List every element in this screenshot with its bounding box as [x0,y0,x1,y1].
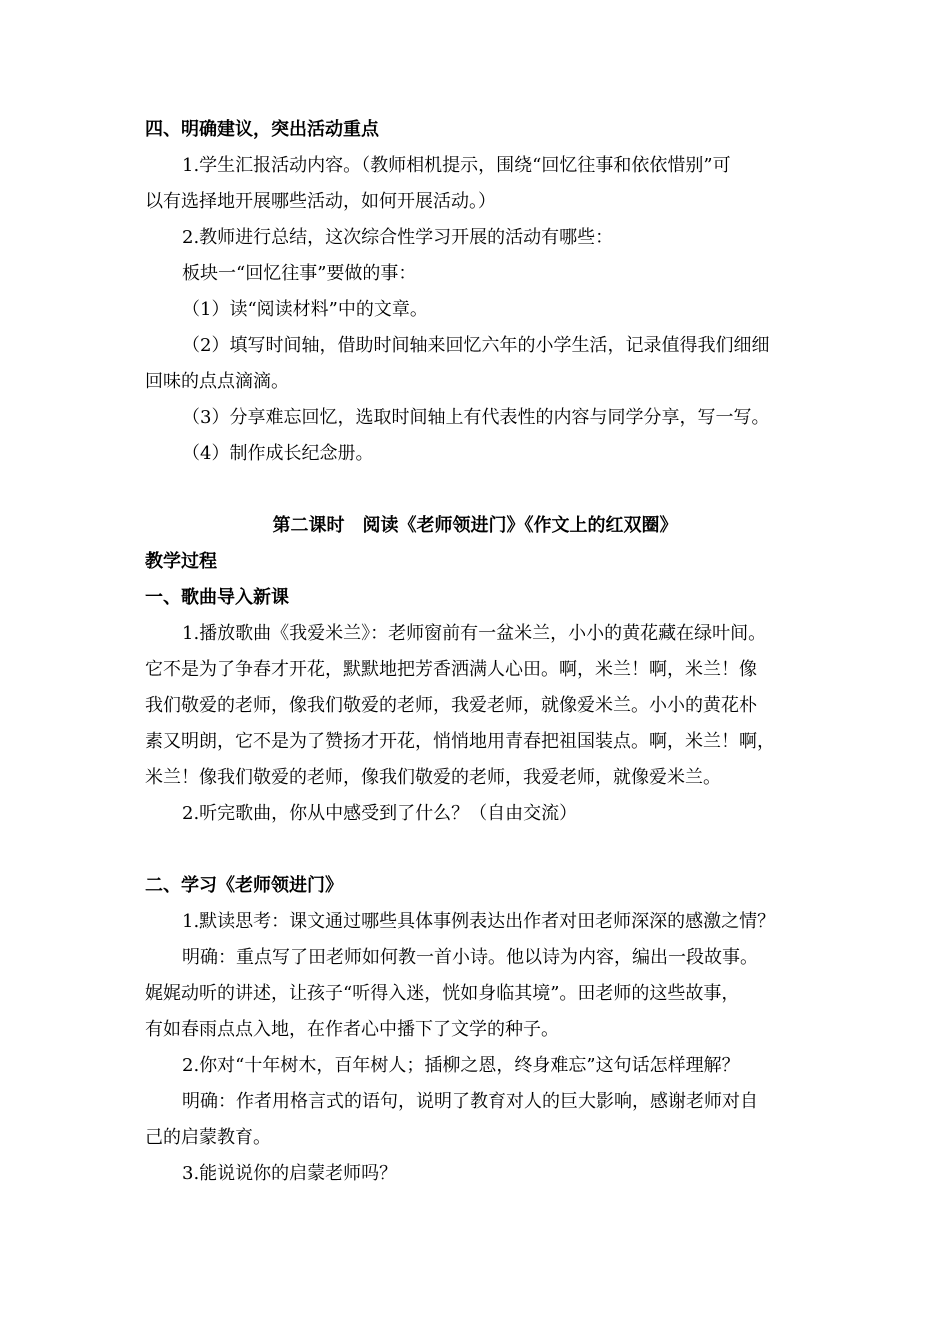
section4-item1: （1）读“阅读材料”中的文章。 [182,299,428,320]
section4-item4: （4）制作成长纪念册。 [182,443,374,464]
part1-heading: 一、歌曲导入新课 [145,587,289,608]
part1-p1-line2: 它不是为了争春才开花，默默地把芳香洒满人心田。啊，米兰！啊，米兰！像 [145,659,757,680]
part2-a2-line2: 己的启蒙教育。 [145,1127,271,1148]
part2-a1-line3: 有如春雨点点入地，在作者心中播下了文学的种子。 [145,1019,559,1040]
section4-heading: 四、明确建议，突出活动重点 [145,119,379,140]
part2-a1-line1: 明确：重点写了田老师如何教一首小诗。他以诗为内容，编出一段故事。 [182,947,758,968]
part2-q1: 1.默读思考：课文通过哪些具体事例表达出作者对田老师深深的感激之情？ [182,911,776,932]
section4-p1-line2: 以有选择地开展哪些活动，如何开展活动。） [145,191,496,212]
teaching-process-label: 教学过程 [145,551,217,572]
section4-block-intro: 板块一“回忆往事”要做的事： [182,263,417,284]
part2-q3: 3.能说说你的启蒙老师吗？ [182,1163,398,1184]
part2-q2: 2.你对“十年树木，百年树人；插柳之恩，终身难忘”这句话怎样理解？ [182,1055,740,1076]
section4-p1-line1: 1.学生汇报活动内容。（教师相机提示，围绕“回忆往事和依依惜别”可 [182,155,731,176]
part1-p1-line4: 素又明朗，它不是为了赞扬才开花，悄悄地用青春把祖国装点。啊，米兰！啊， [145,731,775,752]
part2-a2-line1: 明确：作者用格言式的语句，说明了教育对人的巨大影响，感谢老师对自 [182,1091,758,1112]
part1-p2: 2.听完歌曲，你从中感受到了什么？（自由交流） [182,803,578,824]
section4-item2-line1: （2）填写时间轴，借助时间轴来回忆六年的小学生活，记录值得我们细细 [182,335,770,356]
section4-p2: 2.教师进行总结，这次综合性学习开展的活动有哪些： [182,227,614,248]
part1-p1-line5: 米兰！像我们敬爱的老师，像我们敬爱的老师，我爱老师，就像爱米兰。 [145,767,721,788]
part2-heading: 二、学习《老师领进门》 [145,875,343,896]
lesson2-title: 第二课时 阅读《老师领进门》《作文上的红双圈》 [272,515,678,536]
part1-p1-line3: 我们敬爱的老师，像我们敬爱的老师，我爱老师，就像爱米兰。小小的黄花朴 [145,695,757,716]
section4-item2-line2: 回味的点点滴滴。 [145,371,289,392]
part1-p1-line1: 1.播放歌曲《我爱米兰》：老师窗前有一盆米兰，小小的黄花藏在绿叶间。 [182,623,767,644]
section4-item3: （3）分享难忘回忆，选取时间轴上有代表性的内容与同学分享，写一写。 [182,407,770,428]
part2-a1-line2: 娓娓动听的讲述，让孩子“听得入迷，恍如身临其境”。田老师的这些故事， [145,983,740,1004]
